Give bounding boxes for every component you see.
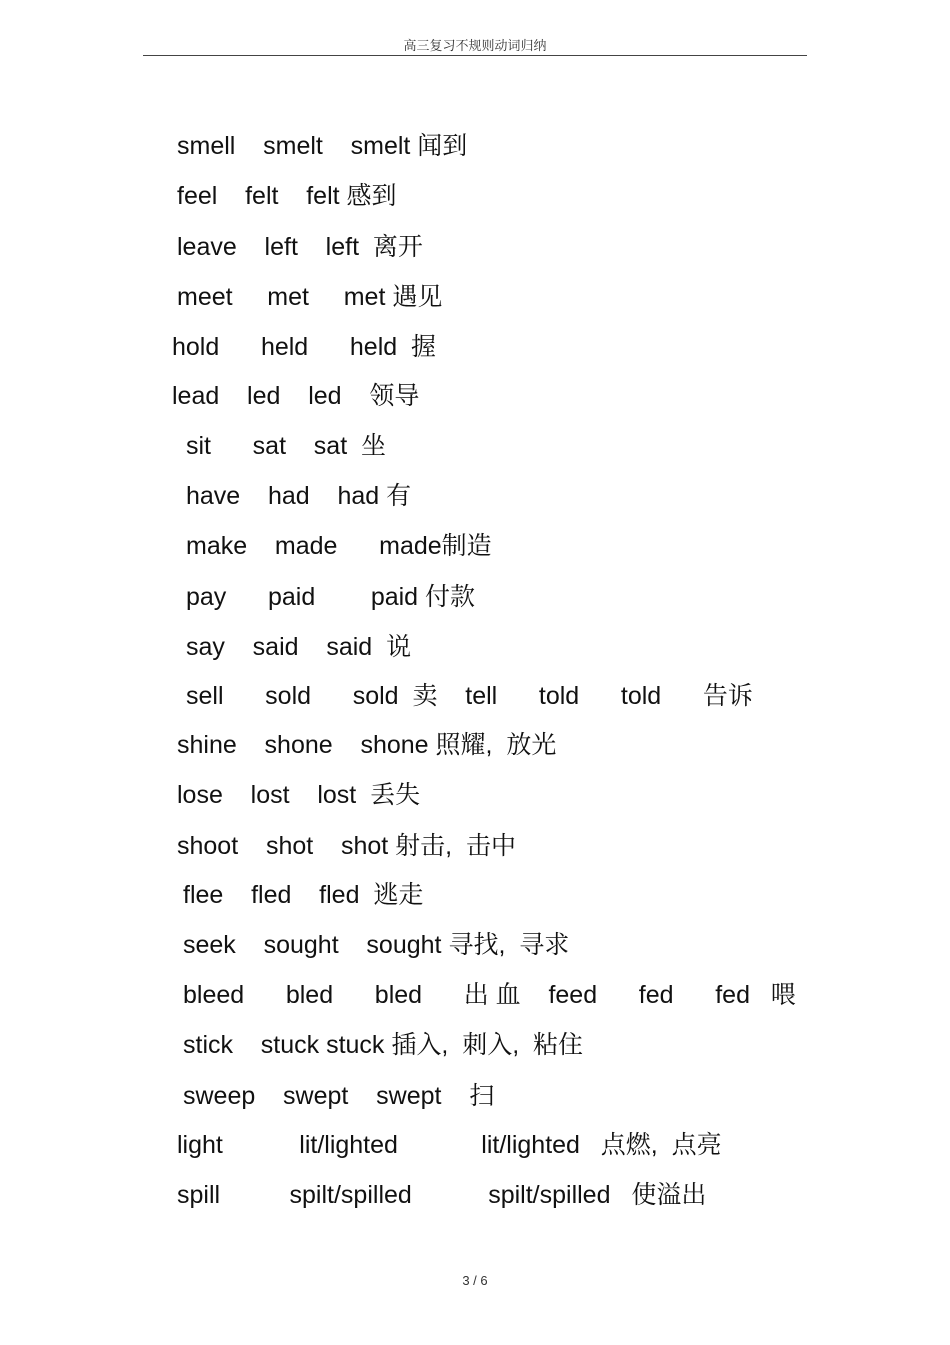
verb-line-spill: spill spilt/spilled spilt/spilled 使溢出 xyxy=(177,1181,707,1209)
verb-line-leave: leave left left 离开 xyxy=(177,233,423,261)
verb-line-say: say said said 说 xyxy=(186,633,412,661)
verb-line-light: light lit/lighted lit/lighted 点燃, 点亮 xyxy=(177,1131,722,1159)
verb-line-meet: meet met met 遇见 xyxy=(177,283,443,311)
verb-line-feel: feel felt felt 感到 xyxy=(177,182,397,210)
verb-line-hold: hold held held 握 xyxy=(172,333,437,361)
verb-line-sweep: sweep swept swept 扫 xyxy=(183,1082,495,1110)
verb-line-shine: shine shone shone 照耀, 放光 xyxy=(177,731,557,759)
verb-line-make: make made made制造 xyxy=(186,532,492,560)
verb-line-sit: sit sat sat 坐 xyxy=(186,432,387,460)
verb-line-flee: flee fled fled 逃走 xyxy=(183,881,424,909)
page-header-title: 高三复习不规则动词归纳 xyxy=(403,39,547,54)
verb-line-sell-tell: sell sold sold 卖 tell told told 告诉 xyxy=(186,682,753,710)
header-divider xyxy=(143,55,807,56)
verb-line-lead: lead led led 领导 xyxy=(172,382,420,410)
verb-line-lose: lose lost lost 丢失 xyxy=(177,781,421,809)
verb-line-stick: stick stuck stuck 插入, 刺入, 粘住 xyxy=(183,1031,584,1059)
verb-line-have: have had had 有 xyxy=(186,482,412,510)
verb-line-shoot: shoot shot shot 射击, 击中 xyxy=(177,832,517,860)
page-number: 3 / 6 xyxy=(462,1273,488,1288)
verb-line-bleed-feed: bleed bled bled 出 血 feed fed fed 喂 xyxy=(183,981,796,1009)
verb-line-seek: seek sought sought 寻找, 寻求 xyxy=(183,931,570,959)
verb-line-pay: pay paid paid 付款 xyxy=(186,583,476,611)
verb-line-smell: smell smelt smelt 闻到 xyxy=(177,132,468,160)
